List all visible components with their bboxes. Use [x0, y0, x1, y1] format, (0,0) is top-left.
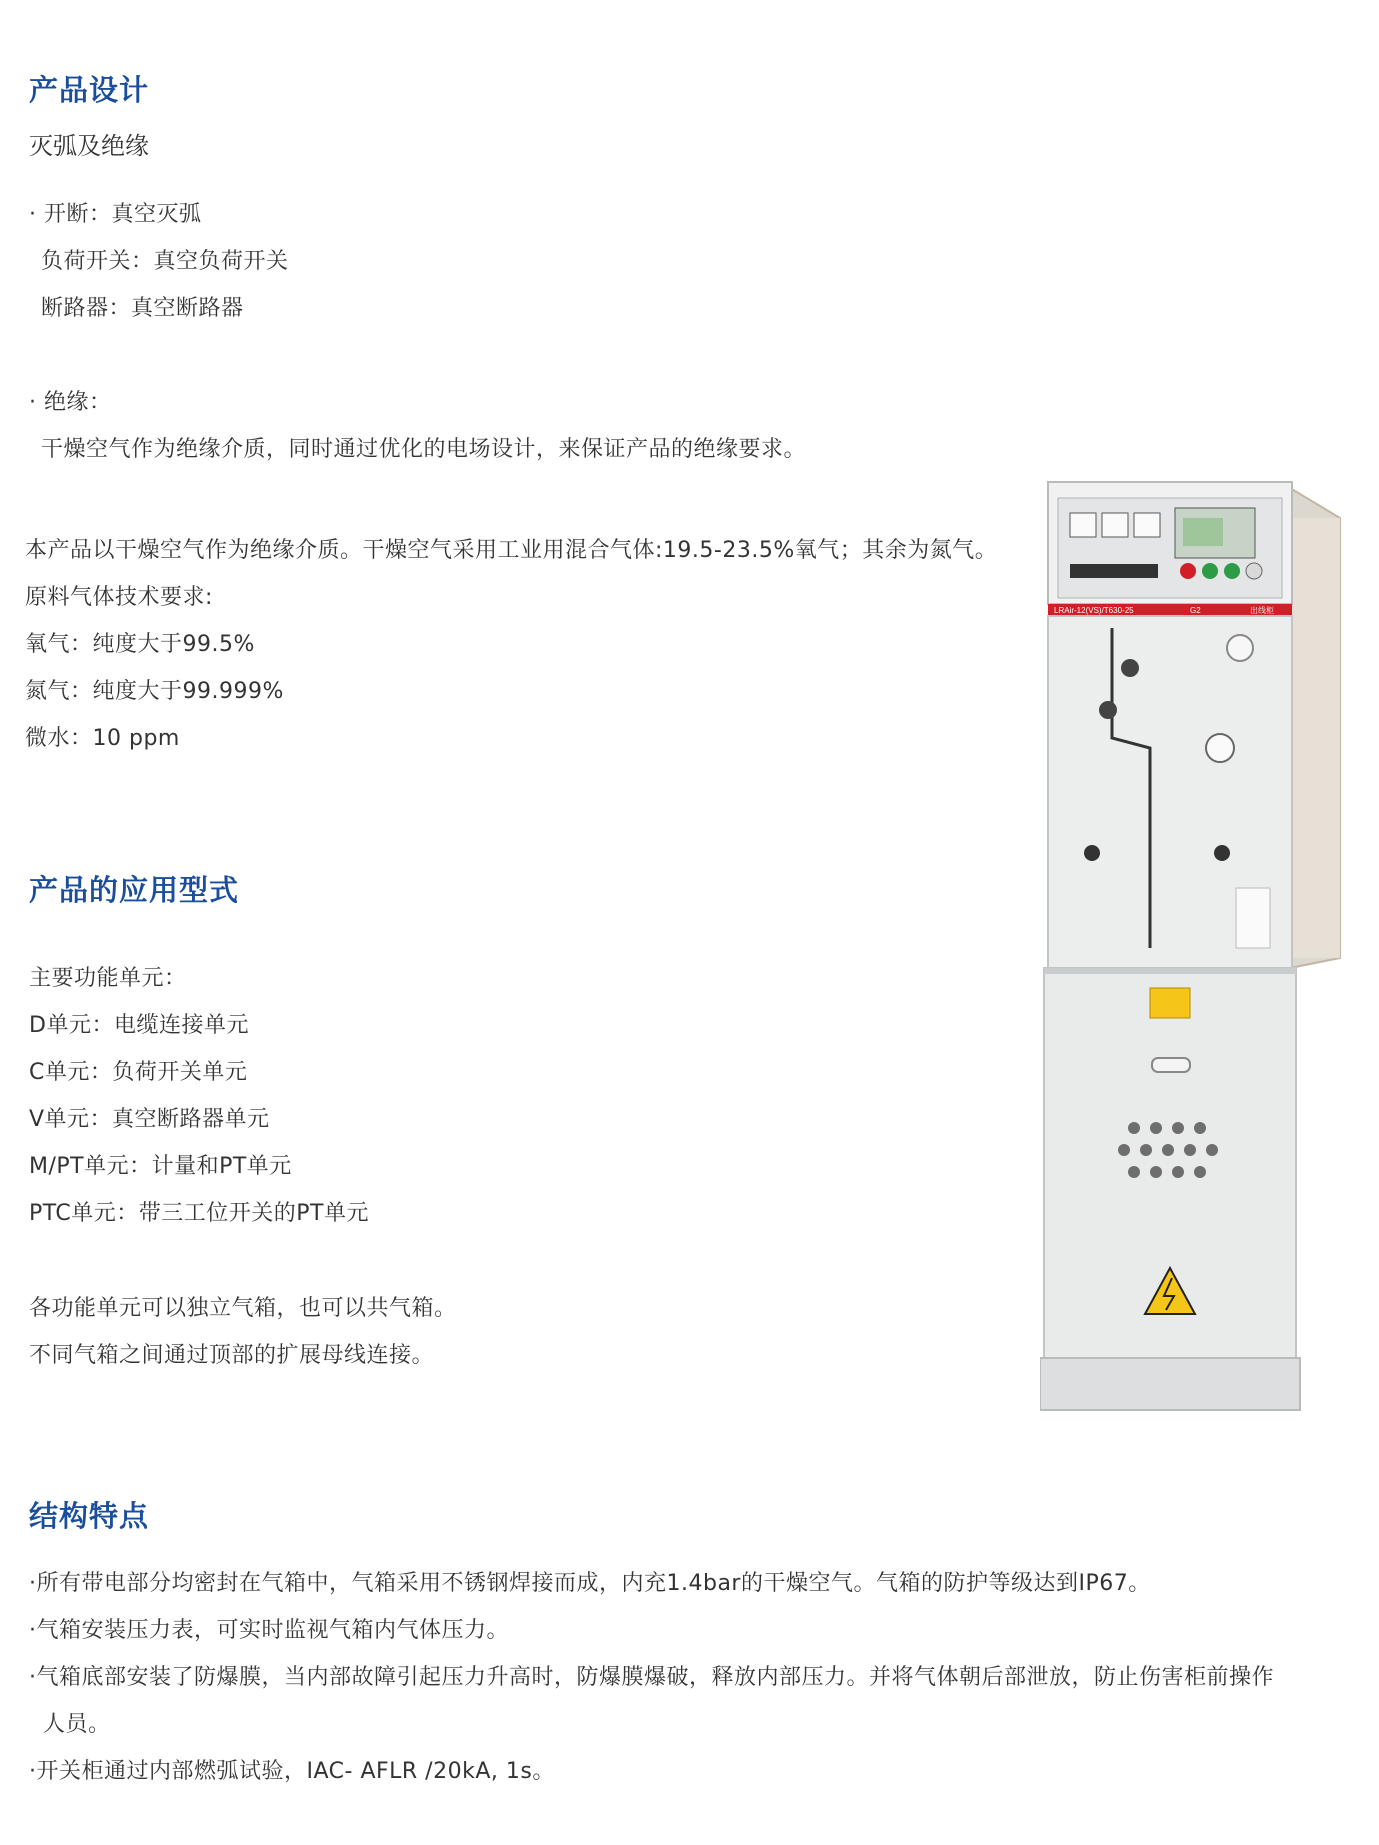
text-line: · 绝缘： [29, 390, 112, 415]
instruction-plate [1236, 888, 1270, 948]
subtitle-arc-insulation: 灭弧及绝缘 [29, 132, 149, 160]
text-line: 不同气箱之间通过顶部的扩展母线连接。 [29, 1343, 435, 1368]
indicator-window [1206, 734, 1234, 762]
text-line: · 开断：真空灭弧 [29, 202, 202, 227]
text-line: ·开关柜通过内部燃弧试验，IAC- AFLR /20kA, 1s。 [29, 1759, 555, 1784]
green-button-1 [1202, 563, 1218, 579]
text-line: 负荷开关：真空负荷开关 [41, 249, 289, 274]
section-title-application: 产品的应用型式 [29, 873, 240, 907]
door-handle [1152, 1058, 1190, 1072]
text-line: ·所有带电部分均密封在气箱中，气箱采用不锈钢焊接而成，内充1.4bar的干燥空气。气箱的防护等级达到IP67。 [29, 1571, 1151, 1596]
text-line: ·气箱安装压力表，可实时监视气箱内气体压力。 [29, 1618, 509, 1643]
text-line: ·气箱底部安装了防爆膜，当内部故障引起压力升高时，防爆膜爆破，释放内部压力。并将气体朝后部泄放，防止伤害柜前操作 [29, 1665, 1274, 1690]
text-line: 本产品以干燥空气作为绝缘介质。干燥空气采用工业用混合气体:19.5-23.5%氧气；其余为氮气。 [25, 538, 998, 563]
operation-hole-2 [1099, 701, 1117, 719]
switchgear-cabinet-image [1040, 478, 1360, 1418]
red-button [1180, 563, 1196, 579]
unit-name-label: 出线柜 [1250, 606, 1274, 615]
text-line: 氧气：纯度大于99.5% [25, 632, 255, 657]
operation-hole-1 [1121, 659, 1139, 677]
ammeter-3 [1134, 513, 1160, 537]
section-title-product-design: 产品设计 [29, 73, 150, 107]
text-line: 微水：10 ppm [25, 726, 180, 751]
cabinet-side-edge [1290, 518, 1340, 958]
model-label: LRAir-12(VS)/T630-25 [1054, 606, 1134, 615]
text-line: M/PT单元：计量和PT单元 [29, 1154, 292, 1179]
earthing-knob-right [1214, 845, 1230, 861]
high-voltage-warning-label [1150, 988, 1190, 1018]
text-line: 主要功能单元： [29, 966, 187, 991]
text-line: C单元：负荷开关单元 [29, 1060, 248, 1085]
text-line: PTC单元：带三工位开关的PT单元 [29, 1201, 369, 1226]
text-line: V单元：真空断路器单元 [29, 1107, 270, 1132]
green-button-2 [1224, 563, 1240, 579]
text-line: 断路器：真空断路器 [41, 296, 244, 321]
pressure-gauge [1227, 635, 1253, 661]
text-line: 原料气体技术要求: [25, 585, 213, 610]
text-line: D单元：电缆连接单元 [29, 1013, 249, 1038]
earthing-knob-left [1084, 845, 1100, 861]
door-divider [1044, 968, 1296, 974]
cabinet-base [1040, 1358, 1300, 1410]
ammeter-2 [1102, 513, 1128, 537]
text-line: 氮气：纯度大于99.999% [25, 679, 284, 704]
unit-code-label: G2 [1190, 606, 1201, 615]
relay-screen [1183, 518, 1223, 546]
text-line: 人员。 [43, 1712, 111, 1737]
section-title-structure: 结构特点 [29, 1499, 150, 1533]
ammeter-1 [1070, 513, 1096, 537]
terminal-strip [1070, 564, 1158, 578]
text-line: 各功能单元可以独立气箱，也可以共气箱。 [29, 1296, 457, 1321]
selector-knob [1246, 563, 1262, 579]
text-line: 干燥空气作为绝缘介质，同时通过优化的电场设计，来保证产品的绝缘要求。 [41, 437, 807, 462]
